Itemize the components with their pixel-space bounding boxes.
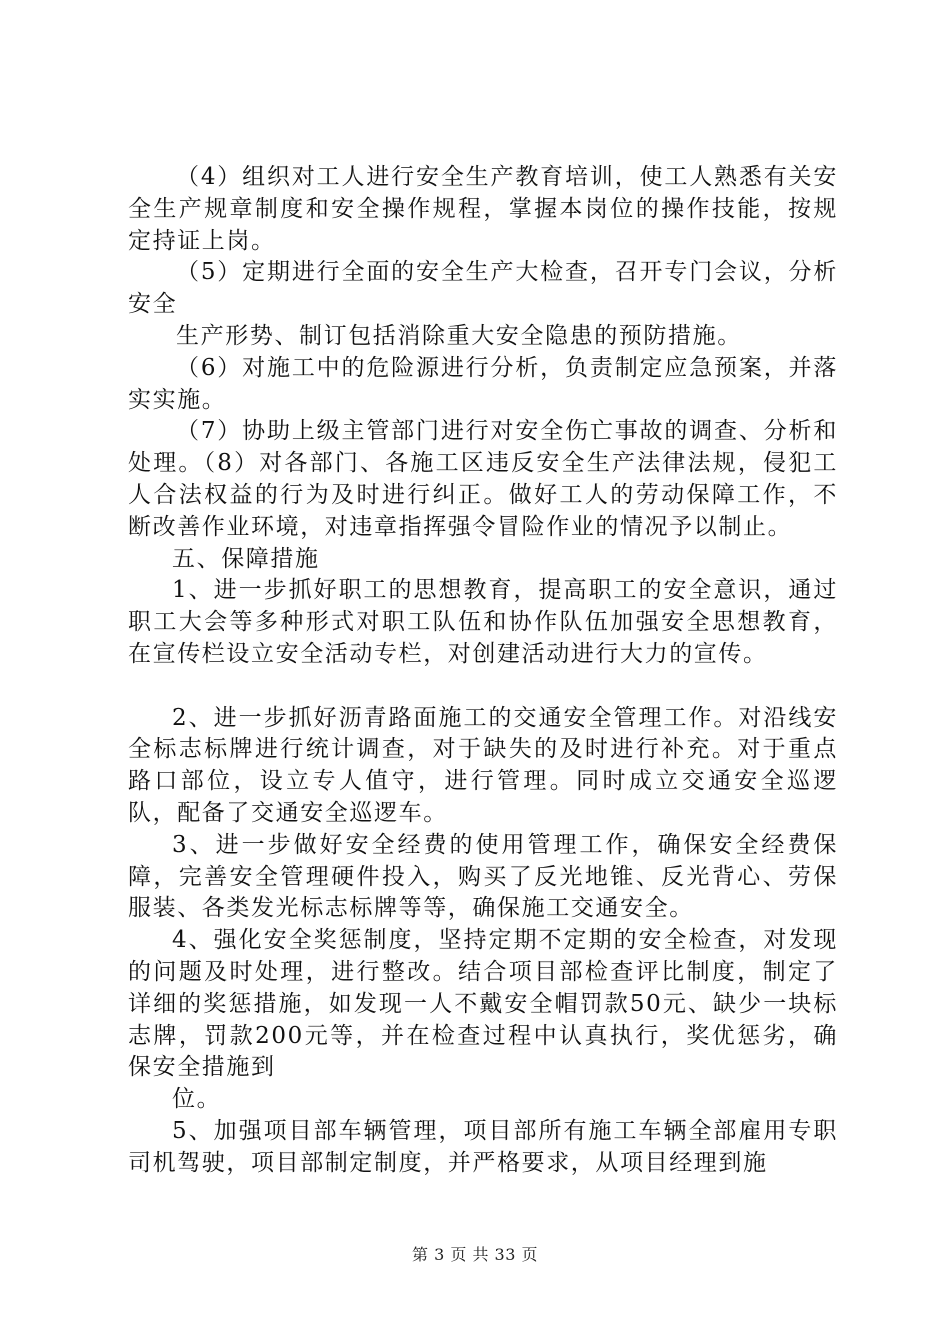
section-heading-guarantee-measures: 五、保障措施 <box>172 545 320 572</box>
measure-5: 5、加强项目部车辆管理，项目部所有施工车辆全部雇用专职司机驾驶，项目部制定制度，并严格要求，从项目经理到施 <box>128 1117 838 1176</box>
paragraph-7-8: （7）协助上级主管部门进行对安全伤亡事故的调查、分析和处理。（8）对各部门、各施工区违反安全生产法律法规，侵犯工人合法权益的行为及时进行纠正。做好工人的劳动保障工作，不断改善作业环境，对违章指挥强令冒险作业的情况予以制止。 <box>128 418 838 540</box>
measure-3: 3、进一步做好安全经费的使用管理工作，确保安全经费保障，完善安全管理硬件投入，购买了反光地锥、反光背心、劳保服装、各类发光标志标牌等等，确保施工交通安全。 <box>128 831 838 922</box>
measure-4: 4、强化安全奖惩制度，坚持定期不定期的安全检查，对发现的问题及时处理，进行整改。结合项目部检查评比制度，制定了详细的奖惩措施，如发现一人不戴安全帽罚款50元、缺少一块标志牌，罚款200元等，并在检查过程中认真执行，奖优惩劣，确保安全措施到 <box>128 927 838 1081</box>
paragraph-4: （4）组织对工人进行安全生产教育培训，使工人熟悉有关安全生产规章制度和安全操作规程，掌握本岗位的操作技能，按规定持证上岗。 <box>128 164 838 254</box>
document-body <box>128 162 838 1180</box>
paragraph-5: （5）定期进行全面的安全生产大检查，召开专门会议，分析安全 <box>128 259 838 318</box>
paragraph-5-continued: 生产形势、制订包括消除重大安全隐患的预防措施。 <box>176 322 742 349</box>
measure-2: 2、进一步抓好沥青路面施工的交通安全管理工作。对沿线安全标志标牌进行统计调查，对于缺失的及时进行补充。对于重点路口部位，设立专人值守，进行管理。同时成立交通安全巡逻队，配备了交通安全巡逻车。 <box>128 704 838 826</box>
measure-1: 1、进一步抓好职工的思想教育，提高职工的安全意识，通过职工大会等多种形式对职工队伍和协作队伍加强安全思想教育，在宣传栏设立安全活动专栏，对创建活动进行大力的宣传。 <box>128 577 838 667</box>
page-number-footer: 第 3 页 共 33 页 <box>412 1245 538 1264</box>
paragraph-6: （6）对施工中的危险源进行分析，负责制定应急预案，并落实实施。 <box>128 354 838 413</box>
measure-4-continued: 位。 <box>172 1086 222 1113</box>
blank-line <box>128 671 838 703</box>
